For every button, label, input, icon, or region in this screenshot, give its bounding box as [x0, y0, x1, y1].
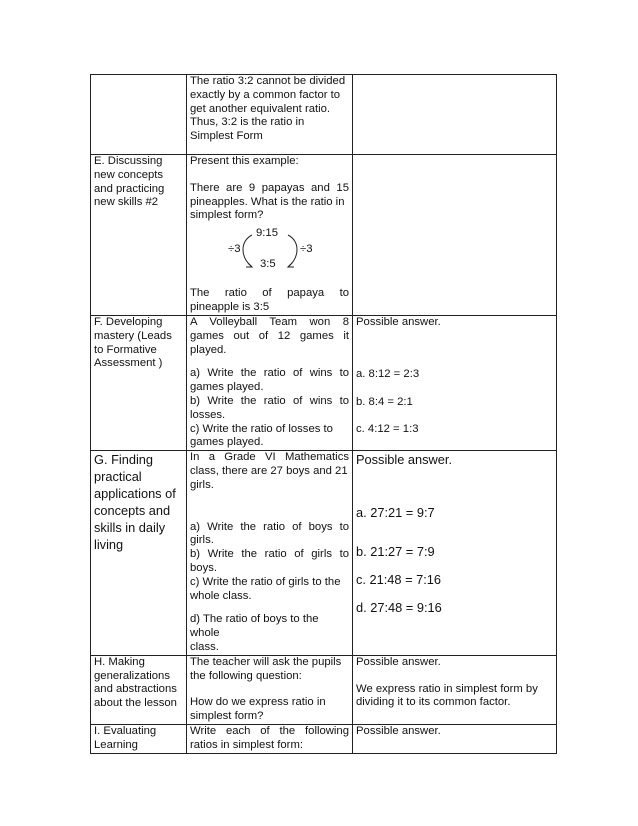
row-label: applications of [94, 486, 176, 502]
text-line: get another equivalent ratio. [190, 102, 331, 115]
text-line: class, there are 27 boys and 21 [190, 464, 348, 477]
text-line: d) The ratio of boys to the whole [190, 613, 319, 640]
text-line: Present this example: [190, 155, 299, 167]
content-cell [187, 155, 353, 316]
ratio-top: 9:15 [256, 227, 278, 240]
text-line: In a Grade VI Mathematics [190, 451, 349, 464]
row-label: about the lesson [94, 697, 177, 710]
text-line: games played. [190, 436, 264, 449]
text-line: pineapple is 3:5 [190, 300, 270, 313]
answer-line: We express ratio in simplest form by [356, 682, 538, 695]
row-label: F. Developing [94, 316, 163, 328]
possible-answer-label: Possible answer. [356, 724, 441, 737]
text-line: games out of 12 games it [190, 329, 349, 342]
content-cell [187, 316, 353, 451]
text-line: girls. [190, 534, 214, 547]
text-line: A Volleyball Team won 8 [190, 316, 349, 328]
answer-cell [353, 451, 557, 656]
answer-line: c. 21:48 = 7:16 [356, 572, 442, 588]
text-line: a) Write the ratio of boys to [190, 520, 349, 533]
content-cell [187, 655, 353, 724]
answer-line: dividing it to its common factor. [356, 696, 511, 709]
table-row [91, 451, 557, 656]
row-label-cell [91, 75, 187, 155]
row-label-cell [91, 451, 187, 656]
text-line: girls. [190, 478, 214, 491]
text-line: boys. [190, 561, 218, 574]
row-label: to Formative [94, 343, 157, 356]
possible-answer-label: Possible answer. [356, 316, 441, 328]
row-label: concepts and [94, 503, 171, 519]
row-label: generalizations [94, 669, 170, 682]
answer-line: c. 4:12 = 1:3 [356, 423, 419, 436]
row-label: mastery (Leads [94, 329, 172, 342]
answer-cell [353, 316, 557, 451]
ratio-bottom: 3:5 [260, 258, 276, 271]
text-line: There are 9 papayas and 15 [190, 181, 349, 194]
text-line: How do we express ratio in [190, 696, 326, 709]
row-label: Assessment ) [94, 357, 163, 370]
answer-cell [353, 724, 557, 753]
text-line: ratios in simplest form: [190, 738, 303, 751]
text-line: Thus, 3:2 is the ratio in [190, 116, 305, 129]
answer-line: b. 21:27 = 7:9 [356, 544, 435, 560]
text-line: c) Write the ratio of girls to the [190, 575, 341, 588]
text-line: whole class. [190, 589, 252, 602]
divide-left: ÷3 [228, 243, 241, 256]
row-label-cell [91, 155, 187, 316]
table-row [91, 655, 557, 724]
answer-line: b. 8:4 = 2:1 [356, 395, 413, 408]
row-label-cell [91, 724, 187, 753]
table-row [91, 75, 557, 155]
answer-cell [353, 155, 557, 316]
text-line: b) Write the ratio of wins to [190, 394, 349, 407]
text-line: pineapples. What is the ratio in [190, 195, 345, 208]
row-label: E. Discussing [94, 155, 163, 167]
answer-line: d. 27:48 = 9:16 [356, 600, 442, 616]
text-line: b) Write the ratio of girls to [190, 548, 349, 561]
text-line: The ratio 3:2 cannot be divided [190, 75, 346, 87]
text-line: games played. [190, 381, 264, 394]
row-label: and abstractions [94, 683, 177, 696]
answer-cell [353, 655, 557, 724]
row-label: and practicing [94, 182, 165, 195]
row-label: Learning [94, 738, 138, 751]
row-label-cell [91, 655, 187, 724]
answer-line: a. 8:12 = 2:3 [356, 367, 420, 380]
content-cell [187, 724, 353, 753]
ratio-division-diagram [190, 227, 349, 279]
row-label: new skills #2 [94, 196, 159, 209]
text-line: losses. [190, 408, 226, 421]
text-line: played. [190, 343, 227, 356]
row-label: H. Making [94, 655, 145, 668]
possible-answer-label: Possible answer. [356, 655, 441, 668]
content-cell [187, 75, 353, 155]
text-line: a) Write the ratio of wins to [190, 367, 349, 380]
text-line: The teacher will ask the pupils [190, 655, 342, 668]
possible-answer-label: Possible answer. [356, 452, 453, 468]
row-label: I. Evaluating [94, 724, 157, 737]
table-row [91, 155, 557, 316]
text-line: exactly by a common factor to [190, 88, 341, 101]
text-line: simplest form? [190, 209, 264, 222]
content-cell [187, 451, 353, 656]
divide-right: ÷3 [300, 243, 313, 256]
lesson-plan-table [90, 74, 557, 754]
row-label: new concepts [94, 168, 164, 181]
text-line: Simplest Form [190, 130, 263, 143]
text-line: Write each of the following [190, 724, 349, 737]
text-line: c) Write the ratio of losses to [190, 422, 333, 435]
row-label: living [94, 537, 124, 553]
answer-cell [353, 75, 557, 155]
row-label: G. Finding [94, 452, 154, 468]
text-line: The ratio of papaya to [190, 287, 349, 300]
table-row [91, 724, 557, 753]
table-row [91, 316, 557, 451]
answer-line: a. 27:21 = 9:7 [356, 505, 435, 521]
row-label-cell [91, 316, 187, 451]
row-label: skills in daily [94, 520, 166, 536]
text-line: class. [190, 640, 219, 653]
text-line: simplest form? [190, 710, 264, 723]
text-line: the following question: [190, 669, 302, 682]
row-label: practical [94, 469, 142, 485]
